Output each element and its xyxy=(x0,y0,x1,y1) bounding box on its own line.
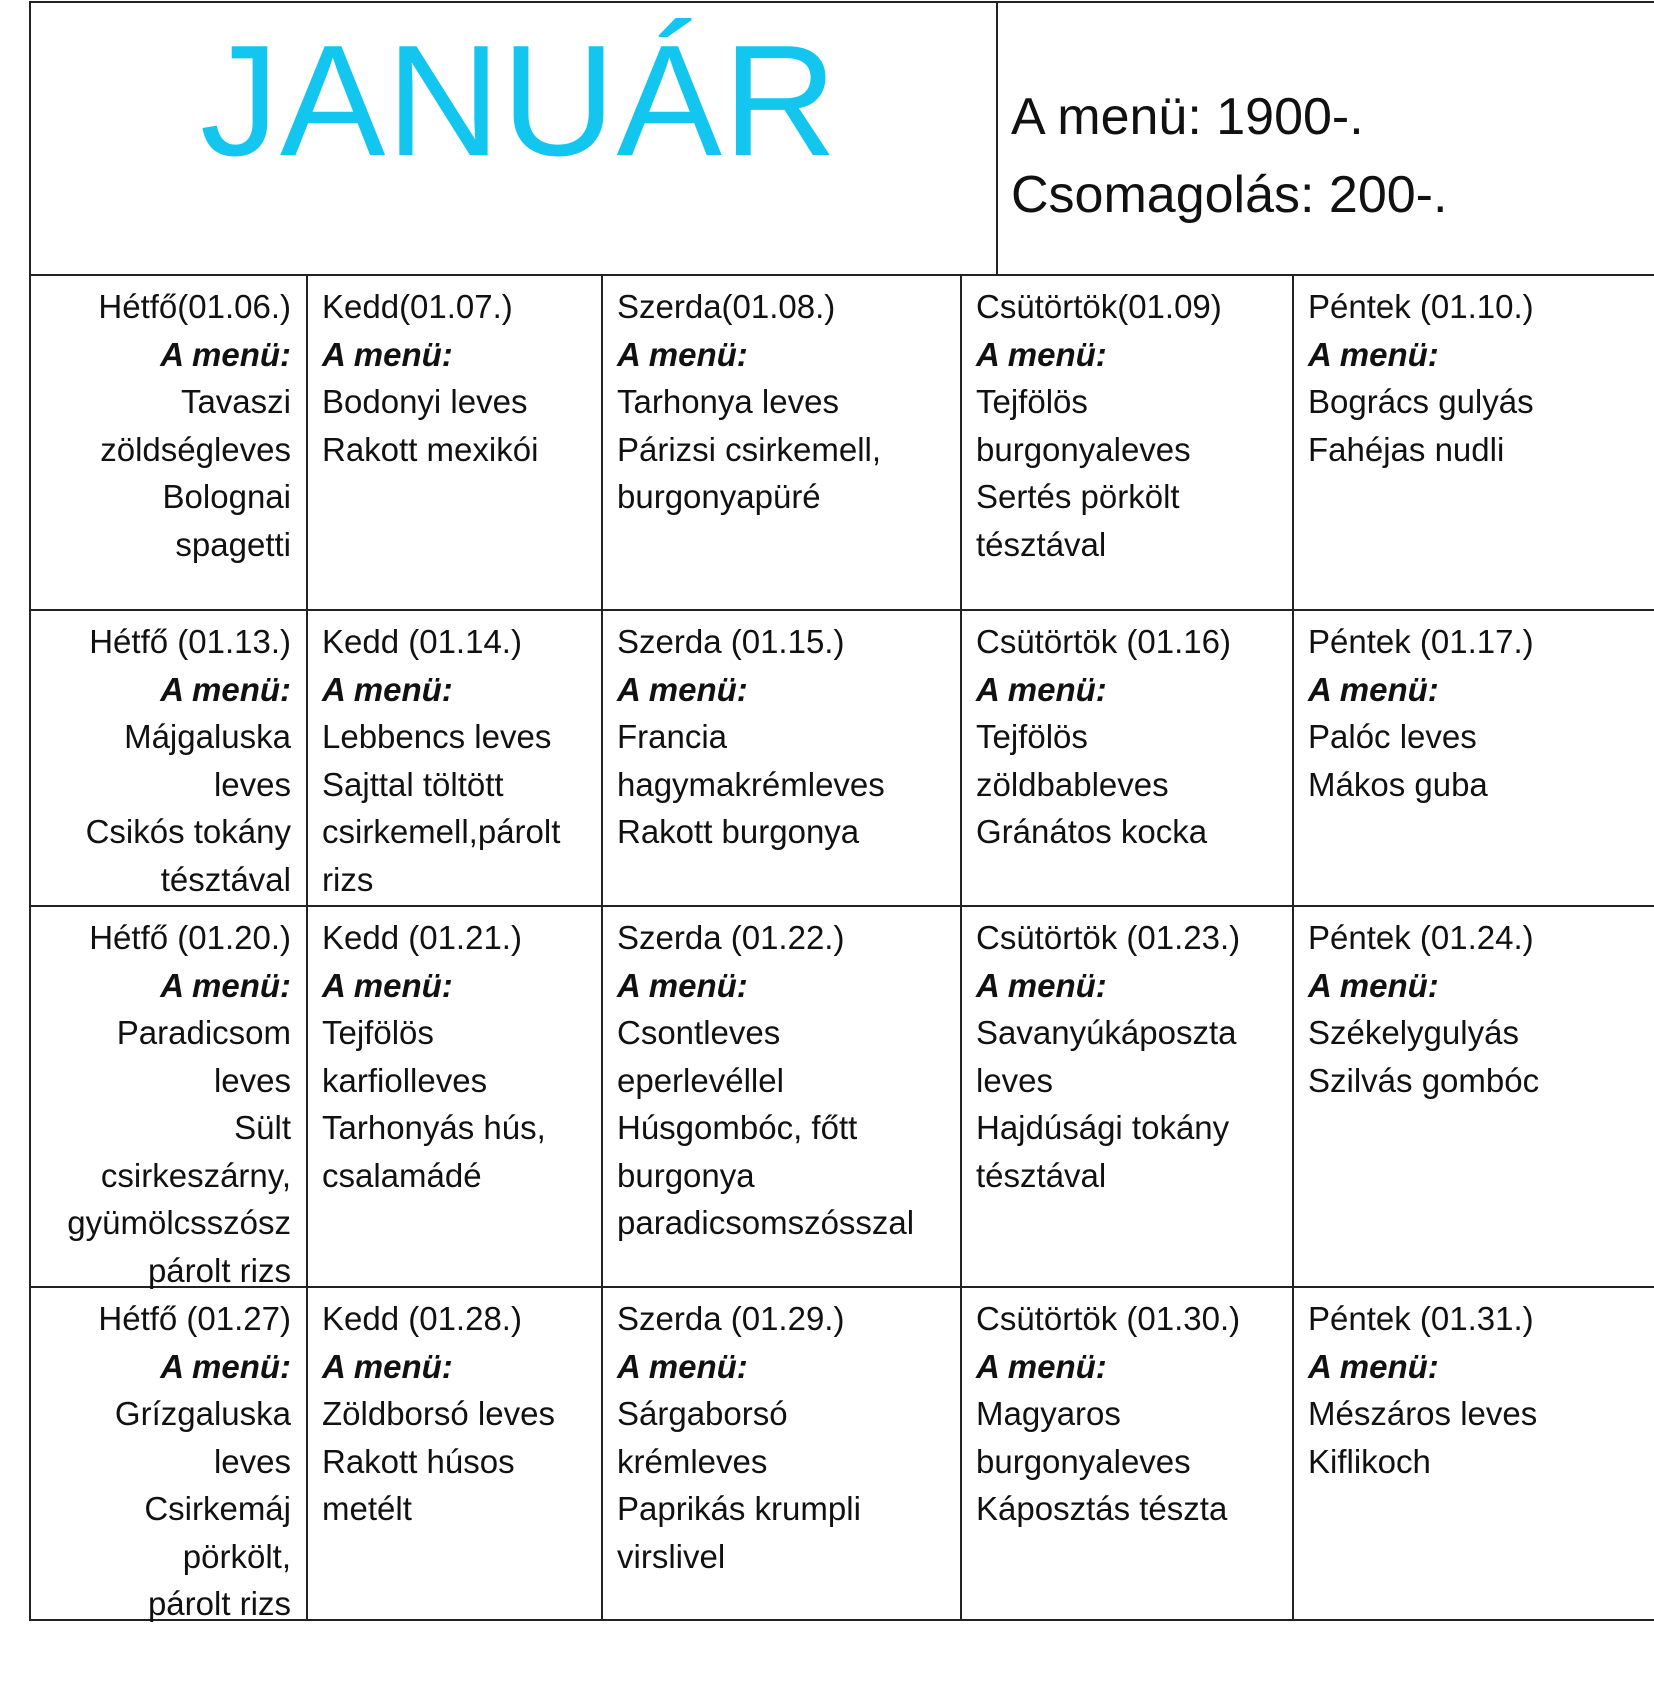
day-cell-tuesday xyxy=(322,283,538,473)
day-heading: Péntek (01.10.) xyxy=(1308,288,1534,325)
dish-line: metélt xyxy=(322,1490,412,1527)
menu-label: A menü: xyxy=(617,1347,748,1385)
menu-label: A menü: xyxy=(322,1347,453,1385)
menu-label: A menü: xyxy=(1308,670,1439,708)
row-divider xyxy=(29,274,1654,276)
dish-line: csalamádé xyxy=(322,1156,482,1194)
dish-line: Paradicsom xyxy=(116,1014,291,1051)
day-cell-thursday xyxy=(976,914,1240,1199)
day-cell-wednesday xyxy=(617,914,914,1247)
menu-label: A menü: xyxy=(976,335,1107,373)
dish-line: leves xyxy=(213,765,291,803)
menu-label: A menü: xyxy=(976,1347,1107,1385)
day-cell-tuesday xyxy=(322,914,546,1199)
dish-line: spagetti xyxy=(175,525,291,563)
menu-label: A menü: xyxy=(976,670,1107,708)
dish-line: Sertés pörkölt xyxy=(976,478,1180,515)
dish-line: burgonya xyxy=(617,1156,755,1194)
dish-line: rizs xyxy=(322,860,374,898)
dish-line: Tejfölös xyxy=(976,718,1088,755)
day-heading: Kedd (01.28.) xyxy=(322,1300,522,1337)
row-divider xyxy=(29,609,1654,611)
dish-line: krémleves xyxy=(617,1442,768,1480)
day-cell-monday xyxy=(98,283,291,568)
dish-line: Mészáros leves xyxy=(1308,1395,1538,1432)
dish-line: Székelygulyás xyxy=(1308,1014,1519,1051)
day-heading: Szerda (01.29.) xyxy=(617,1300,845,1337)
dish-line: Tavaszi xyxy=(180,383,291,420)
day-cell-thursday xyxy=(976,618,1231,856)
dish-line: Bogrács gulyás xyxy=(1308,383,1534,420)
dish-line: Sült xyxy=(234,1109,291,1146)
dish-line: Káposztás tészta xyxy=(976,1490,1228,1527)
dish-line: Lebbencs leves xyxy=(322,718,552,755)
menu-label: A menü: xyxy=(322,966,453,1004)
day-heading: Szerda(01.08.) xyxy=(617,288,836,325)
dish-line: tésztával xyxy=(976,1156,1107,1194)
day-heading: Kedd (01.14.) xyxy=(322,623,522,660)
day-heading: Hétfő (01.13.) xyxy=(89,623,291,660)
day-cell-wednesday xyxy=(617,283,881,521)
dish-line: Bodonyi leves xyxy=(322,383,528,420)
day-cell-tuesday xyxy=(322,618,560,903)
menu-label: A menü: xyxy=(976,966,1107,1004)
day-cell-wednesday xyxy=(617,1295,861,1580)
dish-line: karfiolleves xyxy=(322,1061,488,1099)
menu-label: A menü: xyxy=(1308,966,1439,1004)
dish-line: tésztával xyxy=(976,525,1107,563)
dish-line: Sárgaborsó xyxy=(617,1395,788,1432)
day-heading: Csütörtök (01.23.) xyxy=(976,919,1241,956)
day-cell-thursday xyxy=(976,1295,1240,1533)
dish-line: burgonyaleves xyxy=(976,430,1191,468)
dish-line: zöldbableves xyxy=(976,765,1169,803)
dish-line: Palóc leves xyxy=(1308,718,1477,755)
dish-line: Tejfölös xyxy=(322,1014,434,1051)
packaging-price: Csomagolás: 200-. xyxy=(1011,166,1448,224)
dish-line: gyümölcsszósz xyxy=(67,1204,291,1241)
day-heading: Péntek (01.31.) xyxy=(1308,1300,1534,1337)
dish-line: Rakott húsos xyxy=(322,1442,515,1480)
dish-line: burgonyapüré xyxy=(617,478,821,515)
dish-line: leves xyxy=(213,1061,291,1099)
day-cell-friday xyxy=(1308,618,1534,808)
dish-line: csirkeszárny, xyxy=(100,1156,291,1194)
day-heading: Hétfő (01.20.) xyxy=(89,919,291,956)
menu-label: A menü: xyxy=(322,670,453,708)
day-heading: Péntek (01.24.) xyxy=(1308,919,1534,956)
dish-line: Savanyúkáposzta xyxy=(976,1014,1237,1051)
dish-line: hagymakrémleves xyxy=(617,765,885,803)
day-heading: Csütörtök (01.30.) xyxy=(976,1300,1241,1337)
day-cell-friday xyxy=(1308,283,1534,473)
dish-line: Húsgombóc, főtt xyxy=(617,1109,858,1146)
dish-line: Magyaros xyxy=(976,1395,1121,1432)
dish-line: Csontleves xyxy=(617,1014,781,1051)
dish-line: Májgaluska xyxy=(124,718,291,755)
dish-line: Kiflikoch xyxy=(1308,1442,1431,1480)
menu-price: A menü: 1900-. xyxy=(1011,88,1364,146)
day-cell-friday xyxy=(1308,914,1539,1104)
dish-line: leves xyxy=(213,1442,291,1480)
dish-line: Fahéjas nudli xyxy=(1308,430,1505,468)
dish-line: Párizsi csirkemell, xyxy=(617,430,882,468)
dish-line: párolt rizs xyxy=(147,1251,291,1289)
menu-label: A menü: xyxy=(1308,335,1439,373)
table-border-top xyxy=(29,1,1654,3)
menu-label: A menü: xyxy=(617,966,748,1004)
dish-line: tésztával xyxy=(160,860,291,898)
dish-line: Sajttal töltött xyxy=(322,765,504,803)
table-border-left xyxy=(29,1,31,1621)
day-heading: Szerda (01.22.) xyxy=(617,919,845,956)
column-divider xyxy=(960,274,962,1621)
price-box xyxy=(1011,78,1447,234)
dish-line: paradicsomszósszal xyxy=(617,1204,915,1241)
dish-line: Gránátos kocka xyxy=(976,813,1208,850)
dish-line: eperlevéllel xyxy=(617,1061,784,1099)
dish-line: Hajdúsági tokány xyxy=(976,1109,1230,1146)
dish-line: Paprikás krumpli xyxy=(617,1490,861,1527)
dish-line: leves xyxy=(976,1061,1054,1099)
day-heading: Péntek (01.17.) xyxy=(1308,623,1534,660)
dish-line: Bolognai xyxy=(162,478,291,515)
day-cell-wednesday xyxy=(617,618,885,856)
dish-line: csirkemell,párolt xyxy=(322,813,561,850)
row-divider xyxy=(29,905,1654,907)
dish-line: Csirkemáj xyxy=(144,1490,291,1527)
day-heading: Csütörtök(01.09) xyxy=(976,288,1222,325)
dish-line: Tejfölös xyxy=(976,383,1088,420)
day-heading: Kedd (01.21.) xyxy=(322,919,522,956)
menu-label: A menü: xyxy=(160,1347,291,1385)
dish-line: Rakott burgonya xyxy=(617,813,860,850)
dish-line: Zöldborsó leves xyxy=(322,1395,555,1432)
menu-label: A menü: xyxy=(617,335,748,373)
menu-label: A menü: xyxy=(160,335,291,373)
menu-label: A menü: xyxy=(160,670,291,708)
menu-label: A menü: xyxy=(160,966,291,1004)
dish-line: Szilvás gombóc xyxy=(1308,1061,1540,1099)
dish-line: Francia xyxy=(617,718,728,755)
menu-label: A menü: xyxy=(322,335,453,373)
day-heading: Hétfő (01.27) xyxy=(98,1300,291,1337)
dish-line: Csikós tokány xyxy=(85,813,291,850)
menu-label: A menü: xyxy=(617,670,748,708)
dish-line: virslivel xyxy=(617,1537,726,1575)
header-divider xyxy=(996,1,998,275)
day-cell-monday xyxy=(67,914,291,1294)
day-cell-monday xyxy=(86,618,291,903)
dish-line: Mákos guba xyxy=(1308,765,1488,803)
day-cell-tuesday xyxy=(322,1295,555,1533)
column-divider xyxy=(306,274,308,1621)
dish-line: pörkölt, xyxy=(182,1537,291,1575)
dish-line: burgonyaleves xyxy=(976,1442,1191,1480)
column-divider xyxy=(601,274,603,1621)
day-heading: Szerda (01.15.) xyxy=(617,623,845,660)
page-title: JANUÁR xyxy=(200,13,839,189)
menu-label: A menü: xyxy=(1308,1347,1439,1385)
day-cell-friday xyxy=(1308,1295,1537,1485)
day-heading: Hétfő(01.06.) xyxy=(98,288,291,325)
day-cell-thursday xyxy=(976,283,1222,568)
dish-line: zöldségleves xyxy=(100,430,291,468)
column-divider xyxy=(1292,274,1294,1621)
dish-line: Tarhonyás hús, xyxy=(322,1109,546,1146)
dish-line: Rakott mexikói xyxy=(322,430,539,468)
dish-line: Tarhonya leves xyxy=(617,383,839,420)
dish-line: párolt rizs xyxy=(147,1585,291,1622)
day-cell-monday xyxy=(98,1295,291,1628)
day-heading: Csütörtök (01.16) xyxy=(976,623,1231,660)
dish-line: Grízgaluska xyxy=(114,1395,291,1432)
day-heading: Kedd(01.07.) xyxy=(322,288,513,325)
